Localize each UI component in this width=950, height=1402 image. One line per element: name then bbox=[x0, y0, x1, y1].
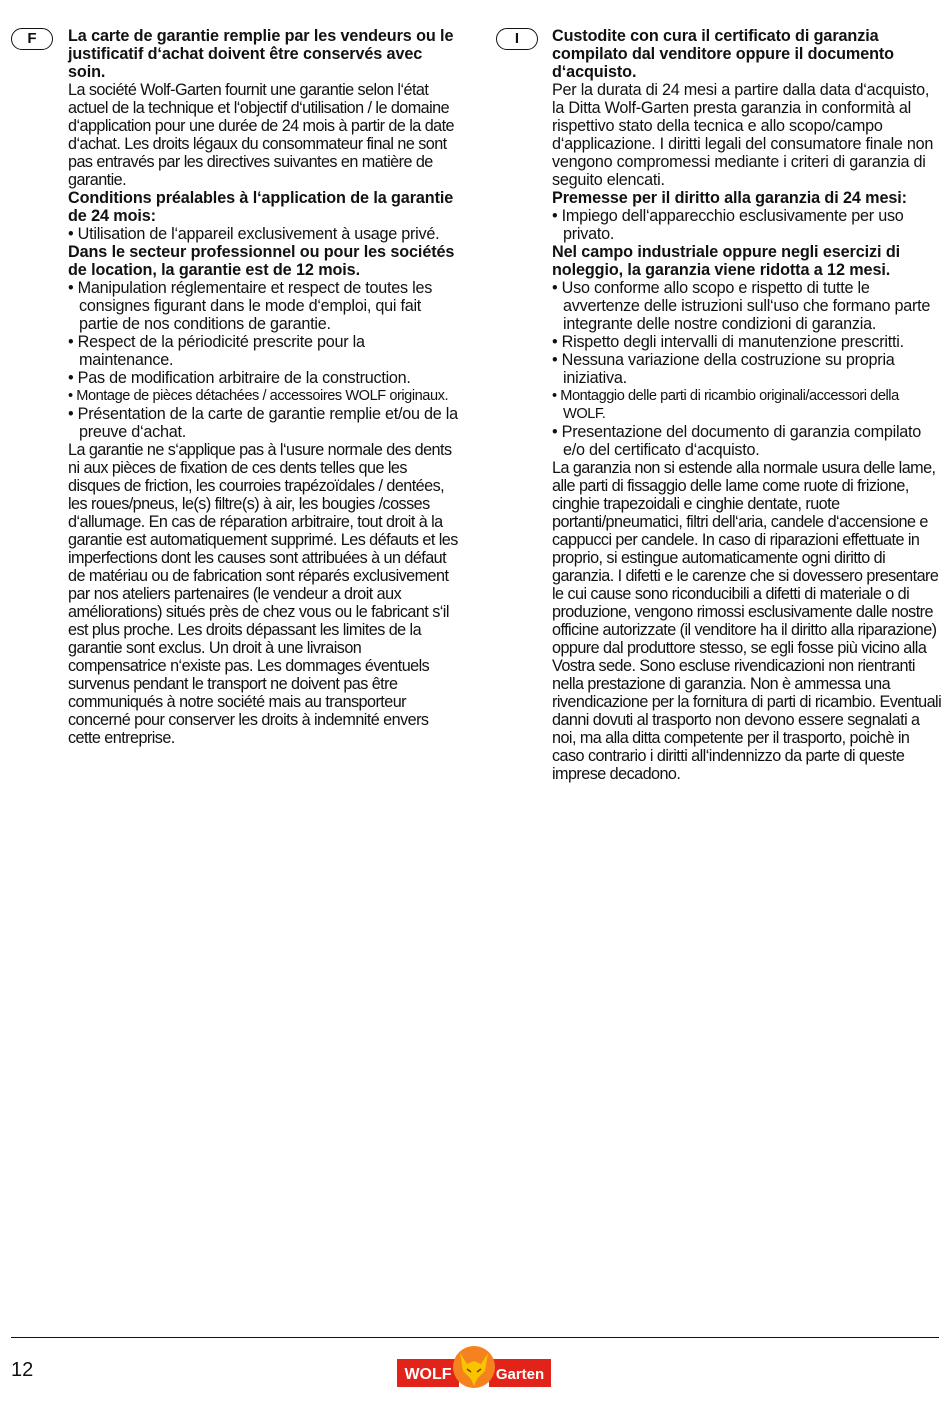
italian-conditions-heading: Premesse per il diritto alla garanzia di 24 mesi: bbox=[552, 189, 907, 207]
list-item: • Montaggio delle parti di ricambio originali/accessori della WOLF. bbox=[552, 387, 944, 423]
list-item: • Utilisation de l‘appareil exclusivement à usage privé. bbox=[68, 225, 460, 243]
french-conditions-list bbox=[68, 225, 460, 243]
list-item: • Pas de modification arbitraire de la construction. bbox=[68, 369, 460, 387]
footer-divider bbox=[11, 1337, 939, 1338]
french-conditions-heading: Conditions préalables à l‘application de la garantie de 24 mois: bbox=[68, 189, 454, 225]
french-professional-heading: Dans le secteur professionnel ou pour les sociétés de location, la garantie est de 12 mois. bbox=[68, 243, 455, 279]
list-item: • Rispetto degli intervalli di manutenzione prescritti. bbox=[552, 333, 944, 351]
list-item: • Montage de pièces détachées / accessoires WOLF originaux. bbox=[68, 387, 460, 405]
list-item: • Respect de la périodicité prescrite pour la maintenance. bbox=[68, 333, 460, 369]
italian-professional-heading: Nel campo industriale oppure negli esercizi di noleggio, la garanzia viene ridotta a 12 mesi. bbox=[552, 243, 901, 279]
logo-wolf-text: WOLF bbox=[404, 1366, 452, 1383]
list-item: • Manipulation réglementaire et respect de toutes les consignes figurant dans le mode d‘emploi, qui fait partie de nos conditions de garantie. bbox=[68, 279, 460, 333]
list-item: • Présentation de la carte de garantie remplie et/ou de la preuve d‘achat. bbox=[68, 405, 460, 441]
list-item: • Nessuna variazione della costruzione su propria iniziativa. bbox=[552, 351, 944, 387]
italian-requirements-list bbox=[552, 279, 944, 459]
logo-garten-text: Garten bbox=[495, 1366, 545, 1383]
french-title: La carte de garantie remplie par les vendeurs ou le justificatif d‘achat doivent être conservés avec soin. bbox=[68, 27, 454, 81]
french-closing: La garantie ne s‘applique pas à l‘usure normale des dents ni aux pièces de fixation de ces dents telles que les disques de friction, les courroies trapézoïdales / dentées, les roues/pneus, le(s) filtre(s) à air, les bougies /cosses d‘allumage. En cas de réparation arbitraire, tout droit à la garantie est automatiquement supprimé. Les défauts et les imperfections dont les causes sont attribuées à un défaut de matériau ou de fabrication sont réparés exclusivement par nos ateliers partenaires (le vendeur a droit aux améliorations) situés près de chez vous ou le fabricant s‘il est plus proche. Les droits dépassant les limites de la garantie sont exclus. Un droit à une livraison compensatrice n‘existe pas. Les dommages éventuels survenus pendant le transport ne doivent pas être communiqués à notre société mais au transporteur concerné pour conserver les droits à indemnité envers cette entreprise. bbox=[68, 441, 458, 747]
italian-title: Custodite con cura il certificato di garanzia compilato dal venditore oppure il documento d‘acquisto. bbox=[552, 27, 894, 81]
french-requirements-list bbox=[68, 279, 460, 441]
language-badge-italian: I bbox=[496, 28, 538, 50]
list-item: • Uso conforme allo scopo e rispetto di tutte le avvertenze delle istruzioni sull‘uso che formano parte integrante delle nostre condizioni di garanzia. bbox=[552, 279, 944, 333]
page-number: 12 bbox=[11, 1359, 34, 1381]
list-item: • Presentazione del documento di garanzia compilato e/o del certificato d‘acquisto. bbox=[552, 423, 944, 459]
french-warranty-column bbox=[68, 27, 460, 747]
language-badge-french: F bbox=[11, 28, 53, 50]
italian-warranty-column bbox=[552, 27, 944, 783]
italian-closing: La garanzia non si estende alla normale usura delle lame, alle parti di fissaggio delle lame come ruote di frizione, cinghie trapezoidali e cinghie dentate, ruote portanti/pneumatici, filtri dell‘aria, candele d‘accensione e cappucci per candele. In caso di riparazioni effettuate in proprio, si estingue automaticamente ogni diritto di garanzia. I difetti e le carenze che si dovessero presentare le cui cause sono riconducibili a difetti di materiale o di produzione, vengono rimossi esclusivamente dalle nostre officine autorizzate (il venditore ha il diritto alla riparazione) oppure dal produttore stesso, se egli fosse più vicino alla Vostra sede. Sono escluse rivendicazioni non rientranti nella prestazione di garanzia. Non è ammessa una rivendicazione per la fornitura di parti di ricambio. Eventuali danni dovuti al trasporto non devono essere segnalati a noi, ma alla ditta competente per il trasporto, poichè in caso contrario i diritti all‘indennizzo da parte di queste imprese decadono. bbox=[552, 459, 942, 783]
wolf-garten-logo bbox=[397, 1345, 551, 1390]
french-intro: La société Wolf-Garten fournit une garantie selon l‘état actuel de la technique et l‘objectif d‘utilisation / le domaine d‘application pour une durée de 24 mois à partir de la date d‘achat. Les droits légaux du consommateur final ne sont pas entravés par les directives suivantes en matière de garantie. bbox=[68, 81, 455, 189]
list-item: • Impiego dell‘apparecchio esclusivamente per uso privato. bbox=[552, 207, 944, 243]
italian-conditions-list bbox=[552, 207, 944, 243]
italian-intro: Per la durata di 24 mesi a partire dalla data d‘acquisto, la Ditta Wolf-Garten presta garanzia in conformità al rispettivo stato della tecnica e allo scopo/campo d‘applicazione. I diritti legali del consumatore finale non vengono compromessi mediante i criteri di garanzia di seguito elencati. bbox=[552, 81, 934, 189]
